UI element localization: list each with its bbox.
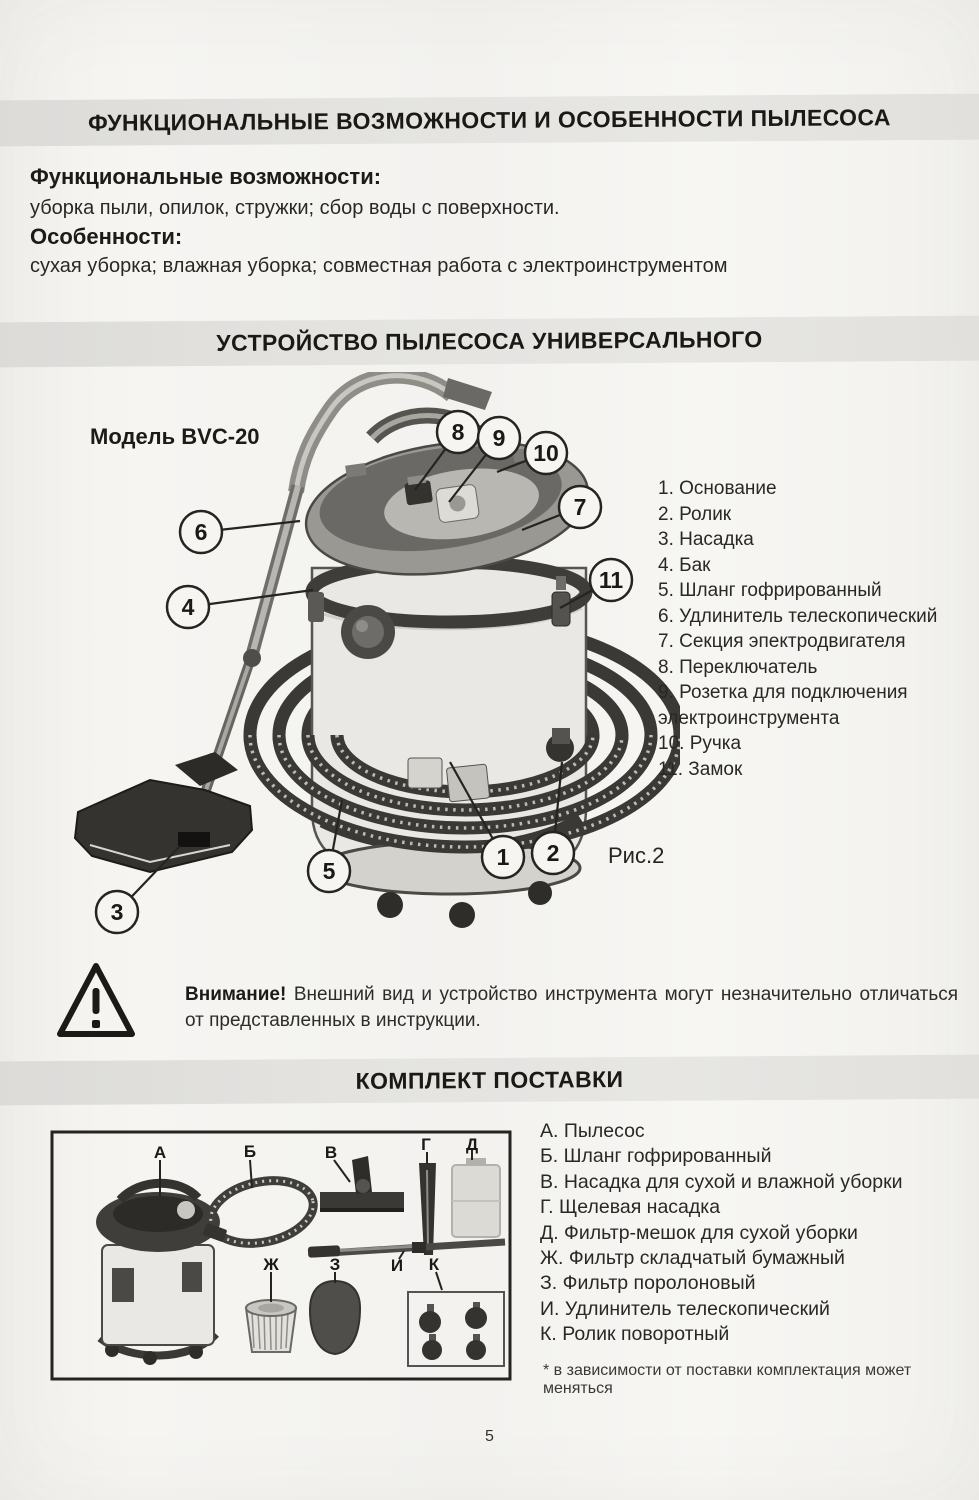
callout-6: 6 bbox=[194, 519, 208, 545]
features-text: уборка пыли, опилок, стружки; сбор воды с поверхности. bbox=[30, 197, 560, 219]
callout-5: 5 bbox=[322, 858, 336, 884]
kit-item-filter-bag bbox=[452, 1148, 500, 1237]
kit-letter-zh: Ж bbox=[263, 1255, 279, 1274]
kit-letter-g: Г bbox=[421, 1135, 431, 1154]
callout-9: 9 bbox=[492, 425, 506, 451]
callout-11: 11 bbox=[598, 567, 624, 593]
kit-list-item: Д. Фильтр-мешок для сухой уборки bbox=[540, 1221, 858, 1244]
kit-letter-v: В bbox=[324, 1143, 338, 1162]
kit-item-crevice-nozzle bbox=[419, 1152, 436, 1255]
callout-8: 8 bbox=[451, 419, 465, 445]
vacuum-diagram-figure bbox=[20, 372, 680, 972]
kit-letter-z: З bbox=[329, 1255, 341, 1274]
kit-list-item: А. Пылесос bbox=[540, 1120, 645, 1142]
callout-7: 7 bbox=[573, 494, 587, 520]
parts-list bbox=[658, 476, 963, 782]
callout-10: 10 bbox=[533, 440, 559, 466]
callout-2: 2 bbox=[546, 840, 560, 866]
kit-list-item: Г. Щелевая насадка bbox=[540, 1196, 721, 1219]
parts-list-item: 3. Насадка bbox=[658, 529, 754, 550]
callout-4: 4 bbox=[181, 594, 195, 620]
kit-list-item: К. Ролик поворотный bbox=[540, 1323, 730, 1346]
kit-list-item: В. Насадка для сухой и влажной уборки bbox=[540, 1170, 903, 1193]
parts-list-item: 5. Шланг гофрированный bbox=[658, 580, 882, 601]
parts-list-item: 2. Ролик bbox=[658, 503, 732, 525]
warning-triangle-icon bbox=[55, 960, 137, 1044]
kit-list bbox=[540, 1119, 970, 1348]
kit-item-casters bbox=[408, 1272, 504, 1366]
warning-bold: Внимание! bbox=[185, 984, 287, 1005]
model-label: Модель BVC-20 bbox=[90, 424, 260, 449]
particulars-text: сухая уборка; влажная уборка; совместная работа с электроинструментом bbox=[30, 255, 728, 277]
callout-3: 3 bbox=[110, 899, 124, 925]
section-banner-functional: ФУНКЦИОНАЛЬНЫЕ ВОЗМОЖНОСТИ И ОСОБЕННОСТИ ПЫЛЕСОСА bbox=[0, 94, 979, 147]
kit-item-foam-filter bbox=[310, 1272, 360, 1354]
kit-letter-b: Б bbox=[243, 1142, 257, 1161]
kit-item-floor-nozzle bbox=[320, 1156, 404, 1212]
parts-list-item: 11. Замок bbox=[658, 758, 743, 780]
section-banner-kit: КОМПЛЕКТ ПОСТАВКИ bbox=[0, 1055, 979, 1106]
parts-list-item: 10. Ручка bbox=[658, 733, 742, 754]
warning-body: Внешний вид и устройство инструмента могут незначительно отличаться от представленных в инструкции. bbox=[185, 984, 959, 1031]
page-number: 5 bbox=[485, 1428, 494, 1445]
floor-nozzle bbox=[75, 752, 252, 872]
parts-list-item: 4. Бак bbox=[658, 554, 711, 576]
callout-1: 1 bbox=[496, 844, 510, 870]
latch-lock bbox=[552, 592, 570, 626]
parts-list-item: 1. Основание bbox=[658, 478, 777, 499]
kit-list-item: Ж. Фильтр складчатый бумажный bbox=[540, 1247, 845, 1270]
kit-list-item: И. Удлинитель телескопический bbox=[540, 1297, 830, 1320]
features-heading: Функциональные возможности: bbox=[30, 164, 382, 189]
kit-list-item: Б. Шланг гофрированный bbox=[540, 1145, 772, 1168]
figure-label: Рис.2 bbox=[608, 843, 665, 868]
kit-letter-a: А bbox=[153, 1143, 167, 1162]
kit-item-pleated-filter bbox=[246, 1272, 296, 1352]
parts-list-item: 9. Розетка для подключения электроинструмента bbox=[658, 682, 908, 729]
warning-text bbox=[185, 982, 958, 1034]
kit-letter-i: И bbox=[390, 1256, 404, 1275]
parts-list-item: 6. Удлинитель телескопический bbox=[658, 605, 938, 627]
kit-item-hose bbox=[202, 1160, 319, 1252]
kit-list-item: З. Фильтр поролоновый bbox=[540, 1272, 756, 1295]
kit-item-vacuum bbox=[96, 1160, 220, 1365]
particulars-heading: Особенности: bbox=[30, 224, 183, 249]
kit-letter-k: К bbox=[428, 1255, 440, 1274]
parts-list-item: 8. Переключатель bbox=[658, 656, 818, 678]
parts-list-item: 7. Секция эпектродвигателя bbox=[658, 631, 906, 652]
kit-contents-figure bbox=[50, 1130, 513, 1382]
kit-letter-d: Д bbox=[465, 1135, 479, 1154]
section-banner-device: УСТРОЙСТВО ПЫЛЕСОСА УНИВЕРСАЛЬНОГО bbox=[0, 316, 979, 368]
kit-footnote: * в зависимости от поставки комплектация может меняться bbox=[543, 1362, 912, 1397]
